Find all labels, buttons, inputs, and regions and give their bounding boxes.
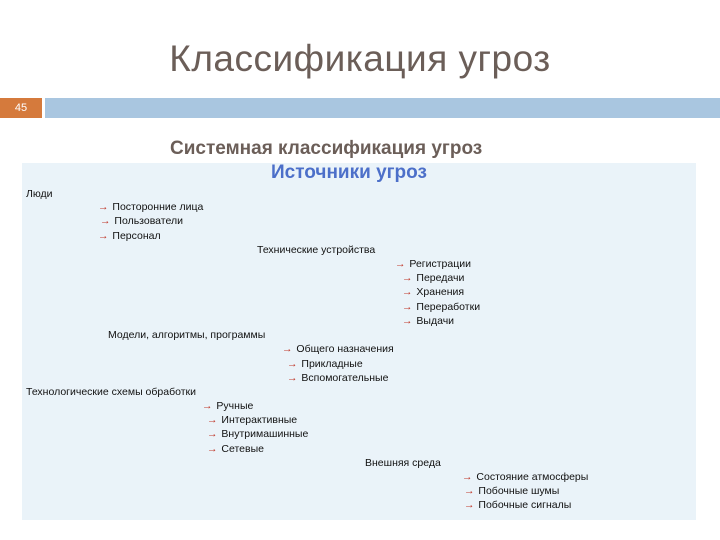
list-item-people-2: → Персонал	[98, 230, 161, 242]
arrow-icon: →	[464, 485, 475, 497]
slide-number: 45	[0, 98, 42, 118]
list-item-people-0: → Посторонние лица	[98, 201, 204, 213]
arrow-icon: →	[202, 400, 213, 412]
group-label-people: Люди	[26, 188, 53, 200]
arrow-icon: →	[98, 201, 109, 213]
arrow-icon: →	[402, 286, 413, 298]
list-item-environment-1: → Побочные шумы	[464, 485, 560, 497]
arrow-icon: →	[402, 272, 413, 284]
arrow-icon: →	[207, 414, 218, 426]
list-item-devices-0: → Регистрации	[395, 258, 471, 270]
list-item-environment-0: → Состояние атмосферы	[462, 471, 589, 483]
list-item-devices-3: → Переработки	[402, 301, 481, 313]
group-label-models: Модели, алгоритмы, программы	[108, 329, 266, 341]
list-item-devices-4: → Выдачи	[402, 315, 455, 327]
arrow-icon: →	[207, 443, 218, 455]
group-label-environment: Внешняя среда	[365, 457, 441, 469]
section-heading: Источники угроз	[271, 162, 427, 183]
list-item-devices-2: → Хранения	[402, 286, 465, 298]
list-item-schemes-0: → Ручные	[202, 400, 254, 412]
list-item-schemes-1: → Интерактивные	[207, 414, 298, 426]
list-item-environment-2: → Побочные сигналы	[464, 499, 572, 511]
arrow-icon: →	[395, 258, 406, 270]
group-label-devices: Технические устройства	[257, 244, 376, 256]
list-item-schemes-2: → Внутримашинные	[207, 428, 309, 440]
arrow-icon: →	[100, 215, 111, 227]
list-item-people-1: → Пользователи	[100, 215, 183, 227]
arrow-icon: →	[402, 315, 413, 327]
arrow-icon: →	[98, 230, 109, 242]
list-item-models-2: → Вспомогательные	[287, 372, 389, 384]
list-item-models-1: → Прикладные	[287, 358, 363, 370]
arrow-icon: →	[462, 471, 473, 483]
slide-subtitle: Системная классификация угроз	[170, 138, 483, 159]
list-item-devices-1: → Передачи	[402, 272, 465, 284]
arrow-icon: →	[207, 428, 218, 440]
list-item-models-0: → Общего назначения	[282, 343, 394, 355]
slide-title: Классификация угроз	[169, 38, 551, 79]
arrow-icon: →	[464, 499, 475, 511]
arrow-icon: →	[287, 358, 298, 370]
list-item-schemes-3: → Сетевые	[207, 443, 264, 455]
arrow-icon: →	[402, 301, 413, 313]
group-label-schemes: Технологические схемы обработки	[26, 386, 196, 398]
arrow-icon: →	[287, 372, 298, 384]
header-bar	[45, 98, 720, 118]
arrow-icon: →	[282, 343, 293, 355]
